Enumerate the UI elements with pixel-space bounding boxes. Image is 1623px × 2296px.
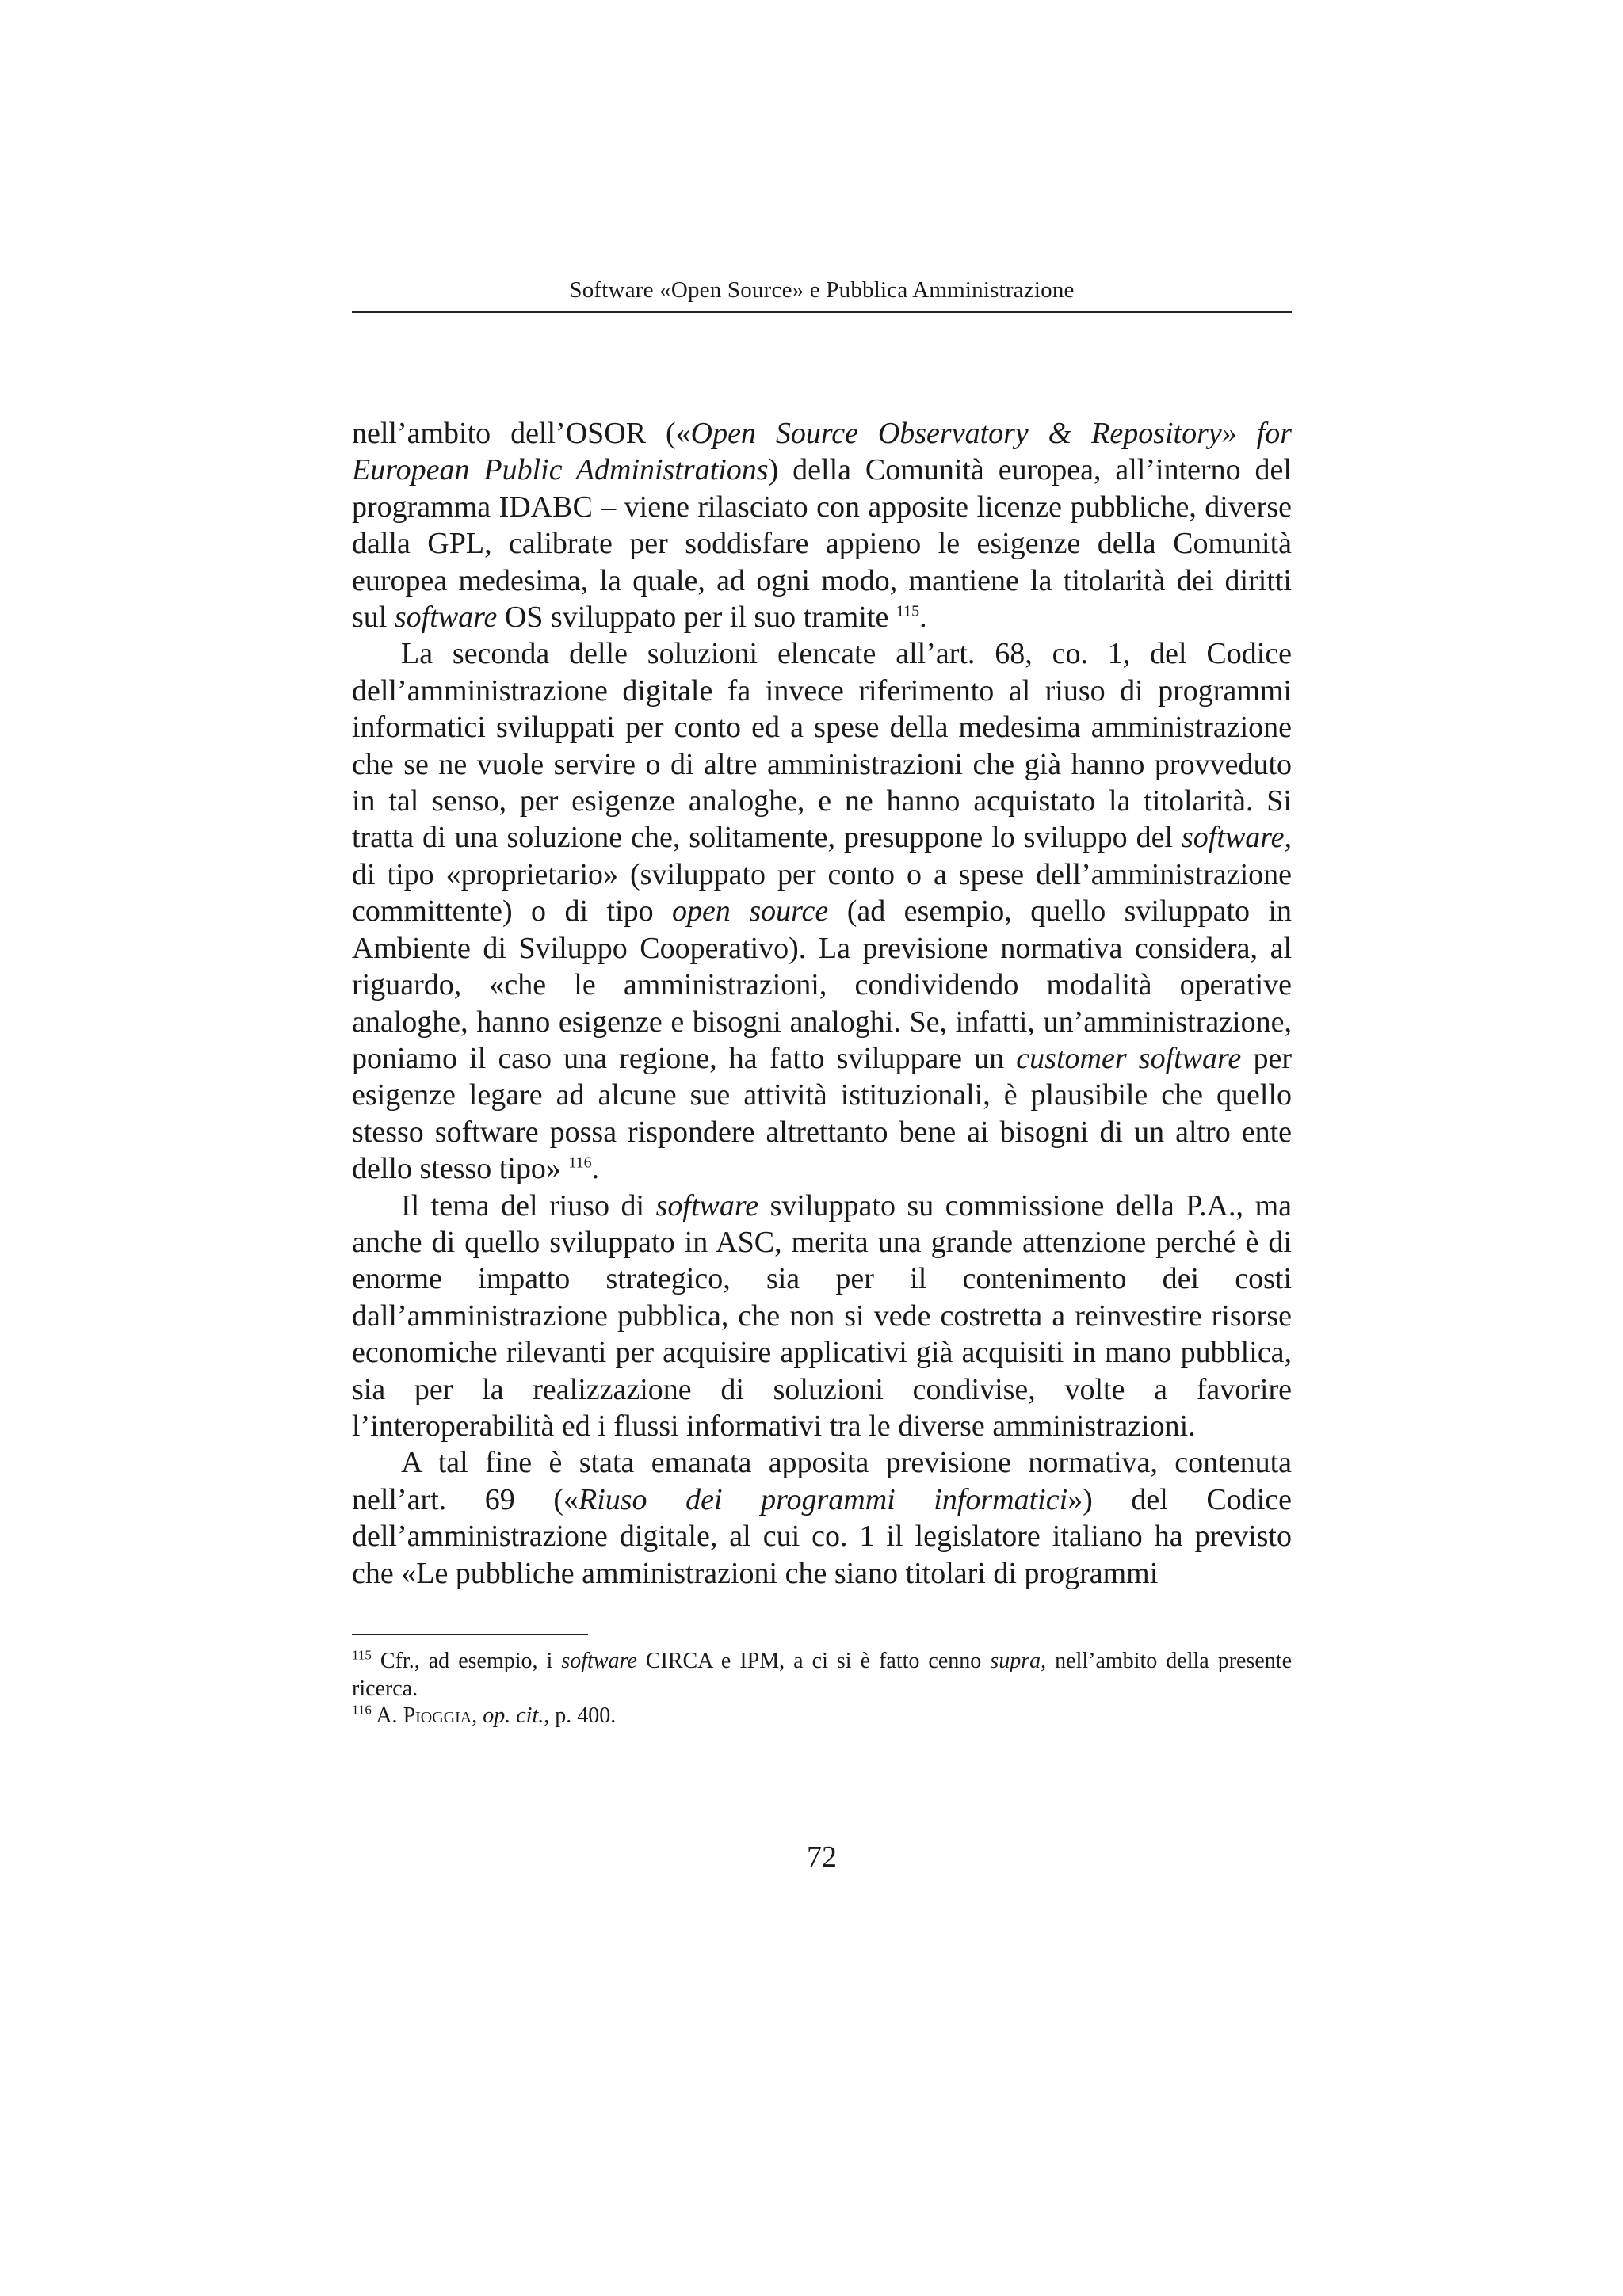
italic-text: Open Source Observatory & Repository» for European Public Administrations xyxy=(352,417,1292,487)
running-header: Software «Open Source» e Pubblica Amministrazione xyxy=(569,277,1075,303)
paragraph-4: A tal fine è stata emanata apposita previsione normativa, contenuta nell’art. 69 («Riuso dei programmi informatici») del Codice dell’amministrazione digitale, al cui co. 1 il legislatore italiano ha previsto che «Le pubbliche amministrazioni che siano titolari di programmi xyxy=(352,1446,1292,1590)
italic-text: software xyxy=(655,1188,759,1222)
paragraph-3: Il tema del riuso di software sviluppato su commissione della P.A., ma anche di quello sviluppato in ASC, merita una grande attenzione perché è di enorme impatto strategico, sia per il contenimento dei costi dall’amministrazione pubblica, che non si vede costretta a reinvestire risorse economiche rilevanti per acquisire applicativi già acquisiti in mano pubblica, sia per la realizzazione di soluzioni condivise, volte a favorire l’interoperabilità ed i flussi informativi tra le diverse amministrazioni. xyxy=(352,1188,1293,1443)
footnote-115: $^{115}$ Cfr., ad esempio, i software CIRCA e IPM, a ci si è fatto cenno supra, nell’ambito della presente ricerca. xyxy=(352,1647,1292,1701)
italic-text: op. cit. xyxy=(483,1703,544,1728)
italic-text: customer software xyxy=(1016,1041,1242,1075)
footnote-rule xyxy=(352,1634,588,1635)
header-rule xyxy=(352,311,1292,313)
document-page xyxy=(352,0,1292,2296)
author-name: Pioggia xyxy=(403,1703,472,1728)
footnote-number: 116 xyxy=(352,1702,372,1718)
paragraph-2: La seconda delle soluzioni elencate all’art. 68, co. 1, del Codice dell’amministrazione digitale fa invece riferimento al riuso di programmi informatici sviluppati per conto ed a spese della medesima amministrazione che se ne vuole servire o di altre amministrazioni che già hanno provveduto in tal senso, per esigenze analoghe, e ne hanno acquistato la titolarità. Si tratta di una soluzione che, solitamente, presuppone lo sviluppo del software, di tipo «proprietario» (sviluppato per conto o a spese dell’amministrazione committente) o di tipo open source (ad esempio, quello sviluppato in Ambiente di Sviluppo Cooperativo). La previsione normativa considera, al riguardo, «che le amministrazioni, condividendo modalità operative analoghe, hanno esigenze e bisogni analoghi. Se, infatti, un’amministrazione, poniamo il caso una regione, ha fatto sviluppare un customer software per esigenze legare ad alcune sue attività istituzionali, è plausibile che quello stesso software possa rispondere altrettanto bene ai bisogni di un altro ente dello stesso tipo» $^{116}$. xyxy=(352,637,1292,1186)
italic-text: software xyxy=(394,601,498,635)
italic-text: Riuso dei programmi informatici xyxy=(579,1482,1068,1516)
page-number: 72 xyxy=(807,1840,837,1874)
main-text xyxy=(352,415,1292,1592)
footnotes xyxy=(352,1648,1292,1730)
italic-text: supra xyxy=(990,1649,1041,1673)
footnote-116: $^{116}$ A. Pioggia, op. cit., p. 400. xyxy=(352,1702,617,1728)
footnote-ref-116[interactable]: 116 xyxy=(568,1154,592,1172)
italic-text: software xyxy=(1182,821,1285,855)
italic-text: software xyxy=(561,1649,637,1673)
footnote-number: 115 xyxy=(352,1647,372,1663)
footnote-ref-115[interactable]: 115 xyxy=(896,602,920,620)
paragraph-1: nell’ambito dell’OSOR («Open Source Observatory & Repository» for European Public Administrations) della Comunità europea, all’interno del programma IDABC – viene rilasciato con apposite licenze pubbliche, diverse dalla GPL, calibrate per soddisfare appieno le esigenze della Comunità europea medesima, la quale, ad ogni modo, mantiene la titolarità dei diritti sul software OS sviluppato per il suo tramite $^{115}$. xyxy=(352,417,1292,635)
italic-text: open source xyxy=(672,894,829,929)
